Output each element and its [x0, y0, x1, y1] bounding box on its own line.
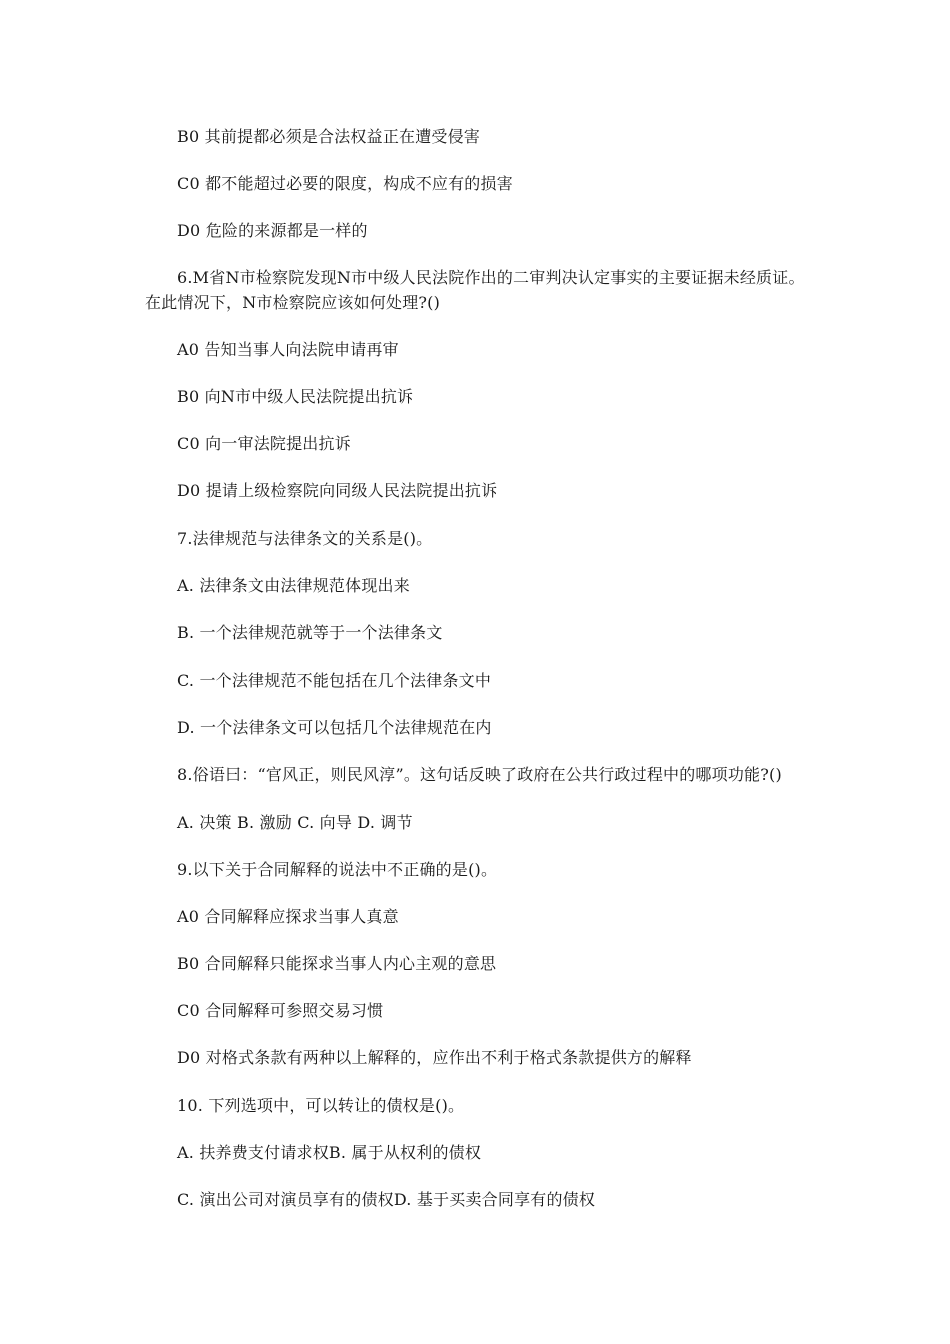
option-line: C0 合同解释可参照交易习惯 [177, 1001, 384, 1020]
option-line: A. 法律条文由法律规范体现出来 [177, 576, 410, 595]
option-line: D0 对格式条款有两种以上解释的，应作出不利于格式条款提供方的解释 [177, 1048, 692, 1067]
option-line: C. 一个法律规范不能包括在几个法律条文中 [177, 671, 492, 690]
option-line: C. 演出公司对演员享有的债权D. 基于买卖合同享有的债权 [177, 1190, 596, 1209]
option-line: C0 都不能超过必要的限度，构成不应有的损害 [177, 174, 513, 193]
question-line: 7.法律规范与法律条文的关系是()。 [177, 529, 433, 548]
option-line: D0 提请上级检察院向同级人民法院提出抗诉 [177, 481, 498, 500]
option-line: C0 向一审法院提出抗诉 [177, 434, 351, 453]
option-line: D. 一个法律条文可以包括几个法律规范在内 [177, 718, 492, 737]
question-line: 10. 下列选项中，可以转让的债权是()。 [177, 1096, 465, 1115]
option-line: D0 危险的来源都是一样的 [177, 221, 368, 240]
option-line: B0 其前提都必须是合法权益正在遭受侵害 [177, 127, 481, 146]
option-line: A. 扶养费支付请求权B. 属于从权利的债权 [177, 1143, 482, 1162]
question-continuation-line: 在此情况下，N市检察院应该如何处理?() [145, 293, 441, 312]
option-line: A0 合同解释应探求当事人真意 [177, 907, 399, 926]
option-line: B0 合同解释只能探求当事人内心主观的意思 [177, 954, 497, 973]
question-line: 6.M省N市检察院发现N市中级人民法院作出的二审判决认定事实的主要证据未经质证。 [177, 268, 805, 287]
option-line: B0 向N市中级人民法院提出抗诉 [177, 387, 414, 406]
question-line: 8.俗语曰：“官风正，则民风淳”。这句话反映了政府在公共行政过程中的哪项功能?() [177, 765, 782, 784]
option-line: A0 告知当事人向法院申请再审 [177, 340, 399, 359]
option-line: B. 一个法律规范就等于一个法律条文 [177, 623, 443, 642]
option-line: A. 决策 B. 激励 C. 向导 D. 调节 [177, 813, 413, 832]
question-line: 9.以下关于合同解释的说法中不正确的是()。 [177, 860, 498, 879]
